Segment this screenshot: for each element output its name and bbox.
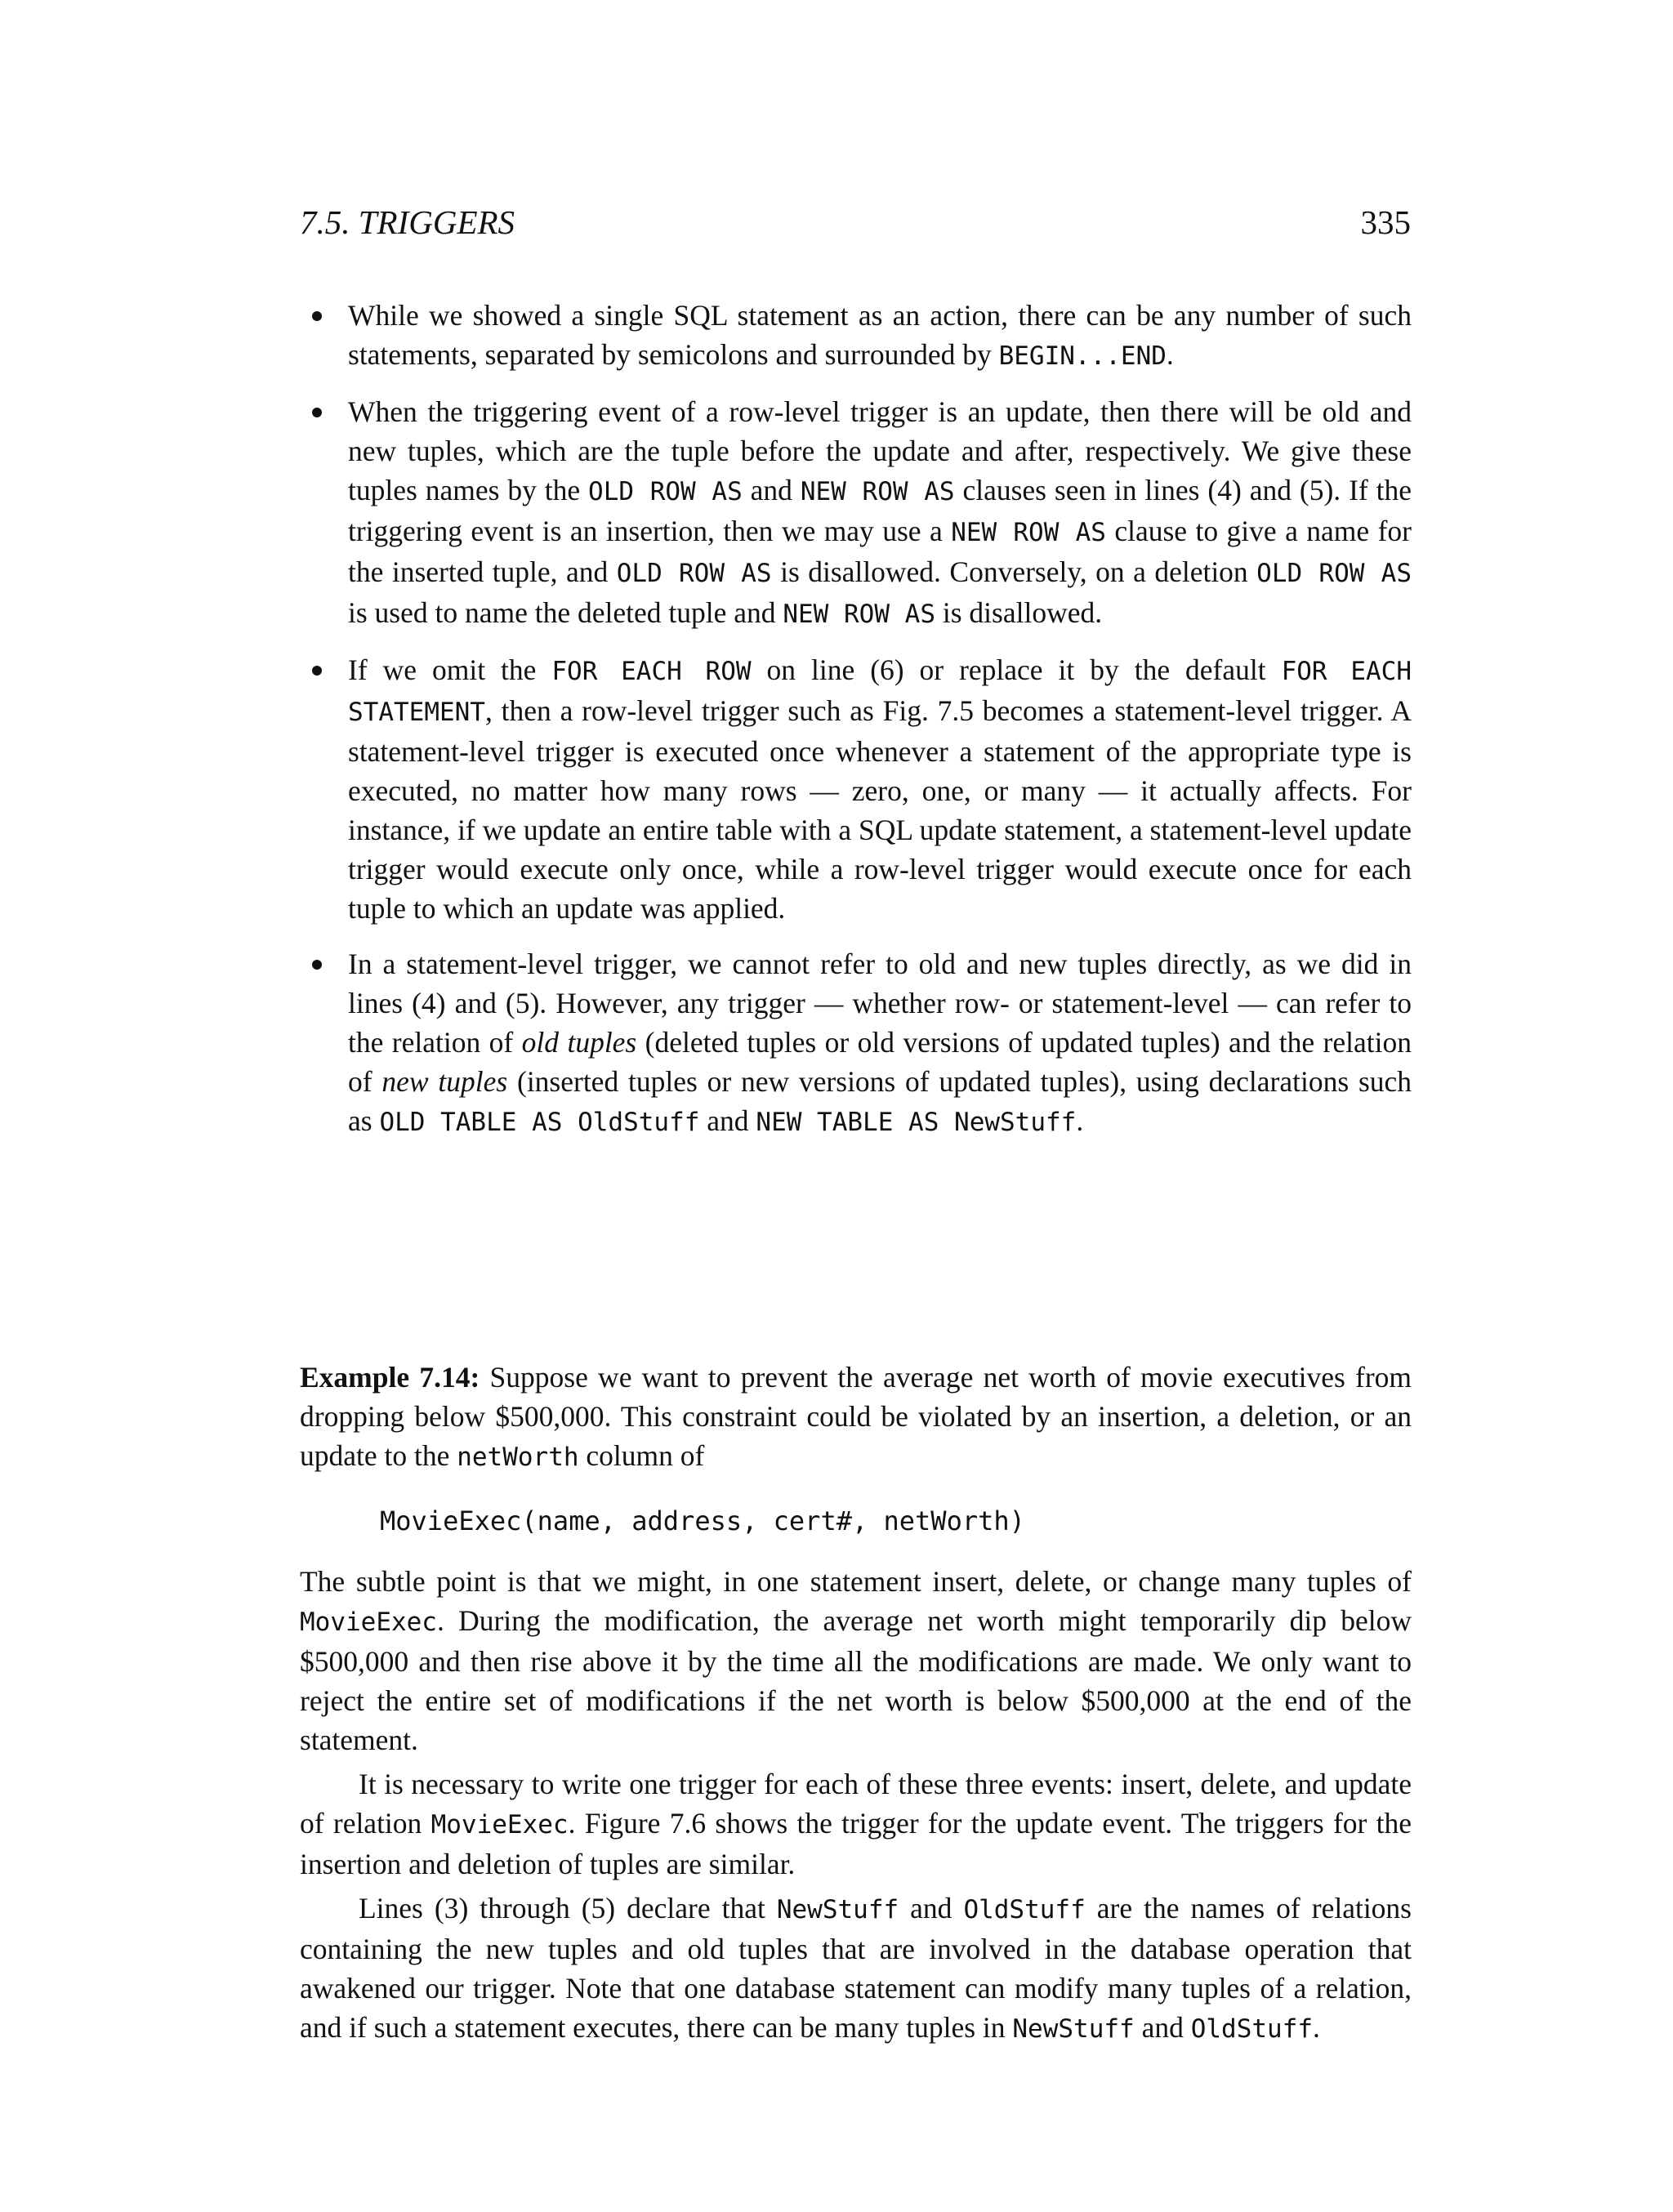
text-run: column of	[578, 1439, 705, 1472]
text-run: (inserted tuples or new versions of updated tuples), using declarations such as	[348, 1065, 1412, 1137]
code-run: FOR EACH STATEMENT	[348, 657, 1412, 727]
text-run: clauses seen in lines (4) and (5). If the triggering event is an insertion, then we may use a	[348, 474, 1412, 547]
bullet-marker	[312, 408, 322, 417]
code-run: BEGIN...END	[998, 341, 1167, 371]
emphasis-run: new tuples	[381, 1065, 508, 1098]
bullet-item-statement-level	[348, 650, 1412, 928]
bullet-item-old-new-tables	[348, 944, 1412, 1142]
paragraph-lines-declare	[300, 1889, 1412, 2049]
code-run: NewStuff	[776, 1895, 899, 1924]
code-run: MovieExec	[431, 1810, 569, 1840]
code-run: NEW ROW AS	[951, 518, 1106, 547]
body-paragraphs	[300, 1562, 1412, 2054]
text-run: It is necessary to write one trigger for each of these three events: insert, delete, and update of relation	[300, 1768, 1412, 1840]
text-run: and	[899, 1892, 964, 1924]
text-run: and	[1134, 2011, 1191, 2044]
code-run: NEW ROW AS	[783, 600, 935, 629]
text-run: , then a row-level trigger such as Fig. 7.5 becomes a statement-level trigger. A statement-level trigger is executed once whenever a statement of the appropriate type is executed, no matter how many rows — zero, one, or many — it actually affects. For instance, if we update an entire table with a SQL update statement, a statement-level update trigger would execute only once, while a row-level trigger would execute once for each tuple to which an update was applied.	[348, 694, 1412, 925]
paragraph-subtle-point	[300, 1562, 1412, 1759]
text-run: is disallowed.	[935, 596, 1103, 629]
emphasis-run: old tuples	[521, 1026, 637, 1059]
code-run: OLD TABLE AS OldStuff	[379, 1108, 700, 1137]
text-run: is used to name the deleted tuple and	[348, 596, 783, 629]
code-run: OLD ROW AS	[1256, 559, 1412, 588]
text-run: are the names of relations containing the new tuples and old tuples that are involved in the database operation that awakened our trigger. Note that one database statement can modify many tuples of a relation, and if such a statement executes, there can be many tuples in	[300, 1892, 1412, 2044]
bullet-list	[348, 296, 1412, 1158]
running-head	[300, 203, 1411, 242]
text-run: and	[742, 474, 801, 506]
page-number: 335	[1360, 203, 1411, 241]
code-run: OLD ROW AS	[616, 559, 772, 588]
text-run: and	[699, 1104, 756, 1137]
schema-display: MovieExec(name, address, cert#, netWorth)	[380, 1505, 1025, 1536]
text-run: .	[1076, 1104, 1084, 1137]
code-run: FOR EACH ROW	[551, 657, 752, 686]
paragraph-three-triggers	[300, 1764, 1412, 1884]
example-paragraph	[300, 1358, 1412, 1477]
text-run: is disallowed. Conversely, on a deletion	[771, 555, 1257, 588]
text-run: clause to give a name for the inserted tuple, and	[348, 515, 1412, 588]
text-run: The subtle point is that we might, in one statement insert, delete, or change many tuples of	[300, 1565, 1412, 1598]
code-run: netWorth	[457, 1443, 579, 1472]
text-run: Suppose we want to prevent the average net worth of movie executives from dropping below $500,000. This constraint could be violated by an insertion, a deletion, or an update to the	[300, 1361, 1412, 1472]
section-title: 7.5. TRIGGERS	[300, 203, 515, 241]
bullet-item-old-new-row	[348, 392, 1412, 634]
code-run: NEW ROW AS	[800, 477, 955, 506]
text-run: Lines (3) through (5) declare that	[359, 1892, 777, 1924]
text-run: .	[1313, 2011, 1320, 2044]
bullet-marker	[312, 960, 322, 970]
code-run: MovieExec	[300, 1608, 437, 1637]
text-run: While we showed a single SQL statement as an action, there can be any number of such statements, separated by semicolons and surrounded by	[348, 299, 1412, 371]
bullet-marker	[312, 311, 322, 321]
code-run: OLD ROW AS	[588, 477, 743, 506]
bullet-item-multiple-statements	[348, 296, 1412, 376]
code-run: NEW TABLE AS NewStuff	[756, 1108, 1077, 1137]
text-run: on line (6) or replace it by the default	[751, 653, 1282, 686]
example-label: Example 7.14:	[300, 1361, 480, 1394]
code-run: OldStuff	[963, 1895, 1086, 1924]
bullet-marker	[312, 666, 322, 676]
text-run: . Figure 7.6 shows the trigger for the update event. The triggers for the insertion and deletion of tuples are similar.	[300, 1807, 1412, 1880]
text-run: (deleted tuples or old versions of updated tuples) and the relation of	[348, 1026, 1412, 1098]
code-run: OldStuff	[1190, 2014, 1314, 2044]
code-run: NewStuff	[1012, 2014, 1135, 2044]
text-run: . During the modification, the average net worth might temporarily dip below $500,000 and then rise above it by the time all the modifications are made. We only want to reject the entire set of modifications if the net worth is below $500,000 at the end of the statement.	[300, 1604, 1412, 1756]
text-run: When the triggering event of a row-level trigger is an update, then there will be old and new tuples, which are the tuple before the update and after, respectively. We give these tuples names by the	[348, 395, 1412, 506]
text-run: If we omit the	[348, 653, 552, 686]
text-run: In a statement-level trigger, we cannot refer to old and new tuples directly, as we did in lines (4) and (5). However, any trigger — whether row- or statement-level — can refer to the relation of	[348, 948, 1412, 1059]
text-run: .	[1166, 338, 1174, 371]
